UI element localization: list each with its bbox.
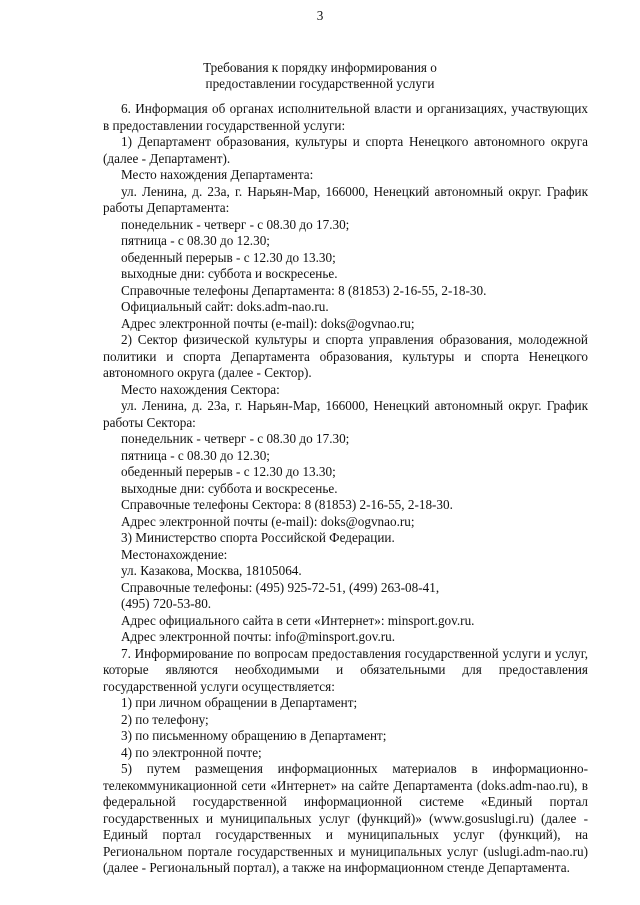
paragraph-ministry-location-label: Местонахождение: <box>121 546 228 562</box>
paragraph-method-email: 4) по электронной почте; <box>121 744 262 760</box>
paragraph-sector: 2) Сектор физической культуры и спорта управления образования, молодежной политики и спорта Департамента образования, культуры и спорта Ненецкого автономного округа (далее - Сектор). <box>103 332 588 380</box>
paragraph-department-location-label: Место нахождения Департамента: <box>121 167 314 182</box>
page-number: 3 <box>316 8 324 23</box>
paragraph-ministry: 3) Министерство спорта Российской Федерации. <box>121 530 395 545</box>
paragraph-sector-location-label: Место нахождения Сектора: <box>121 381 280 397</box>
section-heading <box>0 60 640 92</box>
paragraph-sector-schedule-lunch: обеденный перерыв - с 12.30 до 13.30; <box>121 464 336 479</box>
paragraph-method-internet: 5) путем размещения информационных материалов в информационно-телекоммуникационной сети «Интернет» на сайте Департамента (doks.adm-nao.ru), в федеральной государственной информационной системе «Единый портал государственных и муниципальных услуг (функций)» (www.gosuslugi.ru) (далее - Единый портал государственных и муниципальных услуг (функций), на Региональном портале государственных и муниципальных услуг (uslugi.adm-nao.ru) (далее - Региональный портал), а также на информационном стенде Департамента. <box>103 761 588 875</box>
paragraph-ministry-phones: Справочные телефоны: (495) 925-72-51, (499) 263-08-41, <box>121 579 440 595</box>
paragraph-department-phones: Справочные телефоны Департамента: 8 (81853) 2-16-55, 2-18-30. <box>121 282 487 298</box>
paragraph-department-address: ул. Ленина, д. 23а, г. Нарьян-Мар, 166000, Ненецкий автономный округ. График работы Департамента: <box>103 183 588 215</box>
paragraph-department-email: Адрес электронной почты (e-mail): doks@ogvnao.ru; <box>121 315 415 331</box>
paragraph-schedule-fri: пятница - с 08.30 до 12.30; <box>121 233 270 248</box>
paragraph-sector-schedule-weekend: выходные дни: суббота и воскресенье. <box>121 480 338 496</box>
paragraph-ministry-address: ул. Казакова, Москва, 18105064. <box>121 563 302 578</box>
paragraph-sector-phones: Справочные телефоны Сектора: 8 (81853) 2-16-55, 2-18-30. <box>121 497 453 512</box>
paragraph-schedule-lunch: обеденный перерыв - с 12.30 до 13.30; <box>121 249 336 265</box>
heading-line-2: предоставлении государственной услуги <box>205 76 435 91</box>
paragraph-ministry-website: Адрес официального сайта в сети «Интернет»: minsport.gov.ru. <box>121 612 475 628</box>
paragraph-sector-email: Адрес электронной почты (e-mail): doks@ogvnao.ru; <box>121 513 415 529</box>
paragraph-schedule-mon-thu: понедельник - четверг - с 08.30 до 17.30; <box>121 216 350 232</box>
paragraph-sector-address: ул. Ленина, д. 23а, г. Нарьян-Мар, 166000, Ненецкий автономный округ. График работы Сектора: <box>103 398 588 430</box>
document-body <box>103 101 588 877</box>
paragraph-sector-schedule-mon-thu: понедельник - четверг - с 08.30 до 17.30; <box>121 431 350 446</box>
paragraph-method-phone: 2) по телефону; <box>121 711 209 727</box>
paragraph-department-website: Официальный сайт: doks.adm-nao.ru. <box>121 299 329 314</box>
paragraph-method-personal: 1) при личном обращении в Департамент; <box>121 695 358 710</box>
paragraph-ministry-phones-cont: (495) 720-53-80. <box>121 596 212 611</box>
paragraph-schedule-weekend: выходные дни: суббота и воскресенье. <box>121 266 338 281</box>
paragraph-7-intro: 7. Информирование по вопросам предоставления государственной услуги и услуг, которые являются необходимыми и обязательными для предоставления государственной услуги осуществляется: <box>103 645 588 694</box>
paragraph-sector-schedule-fri: пятница - с 08.30 до 12.30; <box>121 447 270 463</box>
paragraph-department: 1) Департамент образования, культуры и спорта Ненецкого автономного округа (далее - Департамент). <box>103 134 588 166</box>
paragraph-ministry-email: Адрес электронной почты: info@minsport.gov.ru. <box>121 629 396 644</box>
heading-line-1: Требования к порядку информирования о <box>203 60 437 75</box>
paragraph-6-intro: 6. Информация об органах исполнительной власти и организациях, участвующих в предоставлении государственной услуги: <box>103 101 588 133</box>
paragraph-method-written: 3) по письменному обращению в Департамент; <box>121 728 387 743</box>
